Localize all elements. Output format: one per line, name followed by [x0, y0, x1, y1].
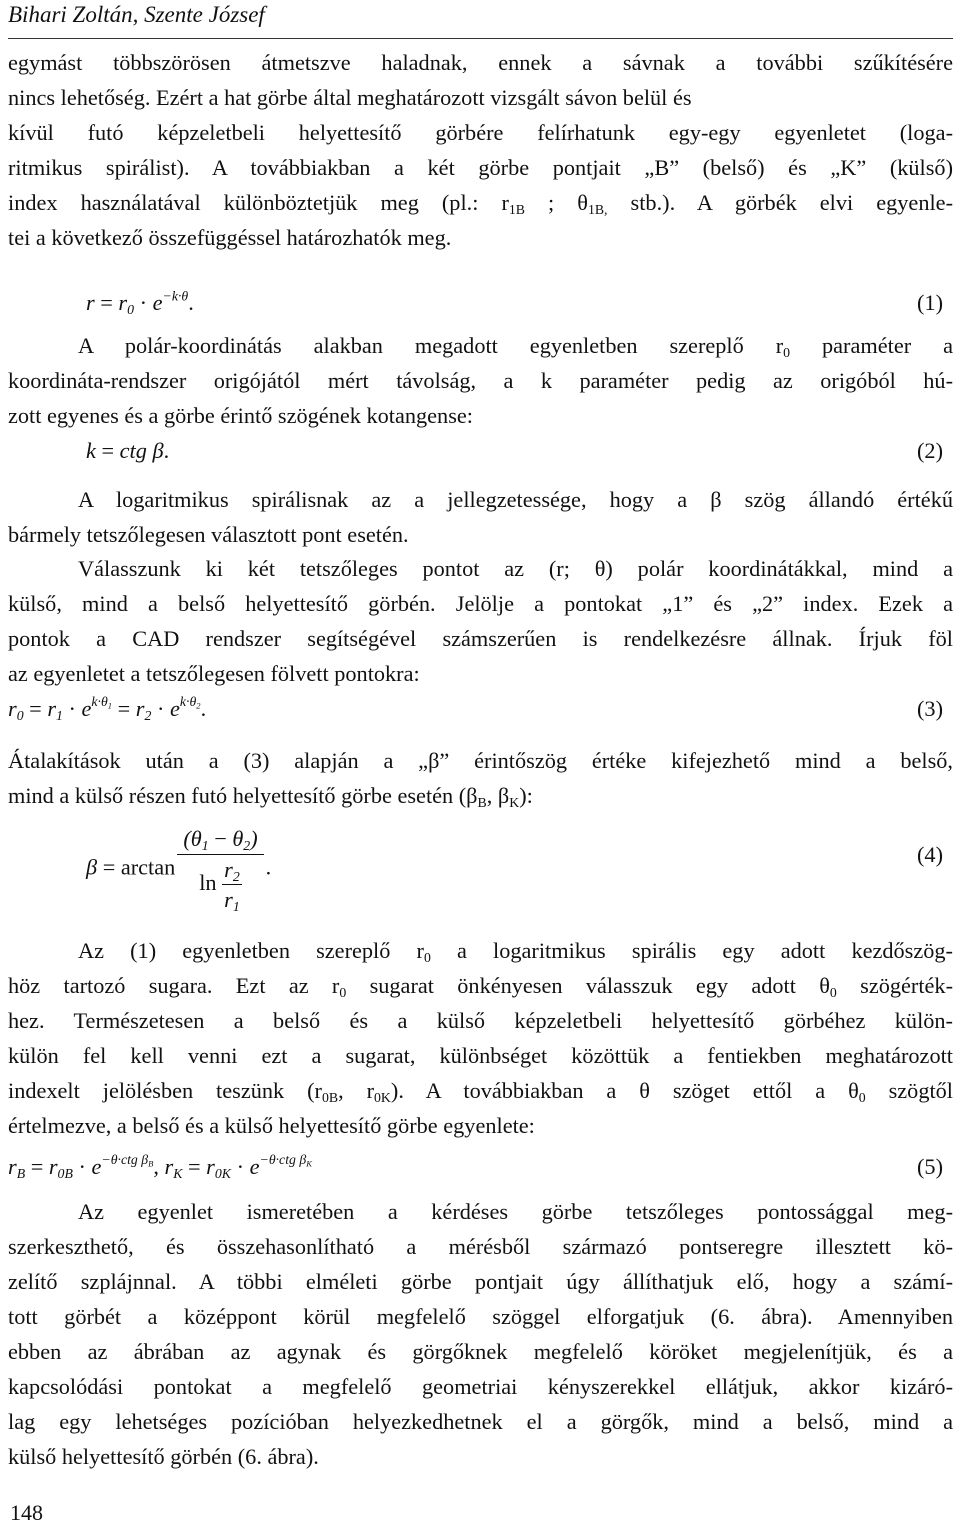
equation-2-formula: k = ctg β. — [86, 438, 170, 463]
equation-1 — [8, 286, 953, 326]
equation-4-number: (4) — [917, 842, 943, 867]
equation-4-formula: β = arctan $(\theta_1 - \theta_2)$ ln $\frac{r_2}{r_1}$ . — [86, 826, 272, 915]
paragraph-3: A logaritmikus spirálisnak az a jellegzetessége, hogy a β szög állandó értékű bármely tetszőlegesen választott pont esetén. — [8, 487, 953, 547]
equation-5-number: (5) — [917, 1154, 943, 1179]
paragraph-1: egymást többszörösen átmetszve haladnak, ennek a sávnak a további szűkítésére nincs lehetőség. Ezért a hat görbe által meghatározott vizsgált sávon belül és kívül futó képzeletbeli helyettesítő görbére felírhatunk egy-egy egyenletet (loga- ritmikus spirálist). A továbbiakban a két görbe pontjait „B” (belső) és „K” (külső) index használatával különböztetjük meg (pl.: $r_{1B}$ ; $\theta_{1B,}$ stb.). A görbék elvi egyenle- tei a következő összefüggéssel határozhatók meg. — [8, 50, 953, 250]
paragraph-7: Az egyenlet ismeretében a kérdéses görbe tetszőleges pontossággal meg- szerkeszthető, és összehasonlítható a mérésből származó pontseregre illesztett kö- zelítő szplájnnal. A többi elméleti görbe pontjait úgy állíthatjuk elő, hogy a számí- tott görbét a középpont körül megfelelő szöggel elforgatjuk (6. ábra). Amennyiben ebben az ábrában az agynak és görgőknek megfelelő köröket megjelenítjük, és a kapcsolódási pontokat a megfelelő geometriai kényszerekkel ellátjuk, akkor kizáró- lag egy lehetséges pozícióban helyezkedhetnek el a görgők, mind a belső, mind a külső helyettesítő görbén (6. ábra). — [8, 1199, 953, 1469]
equation-5 — [8, 1146, 953, 1194]
paragraph-2: A polár-koordinátás alakban megadott egyenletben szereplő $r_0$ paraméter a koordináta-rendszer origójától mért távolság, a k paraméter pedig az origóból hú- zott egyenes és a görbe érintő szögének kotangense: — [8, 333, 953, 428]
running-head-text: Bihari Zoltán, Szente József — [8, 2, 265, 27]
equation-3 — [8, 690, 953, 734]
paragraph-5: Átalakítások után a (3) alapján a „β” érintőszög értéke kifejezhető mind a belső, mind a külső részen futó helyettesítő görbe esetén ($\beta_B$, $\beta_K$): — [8, 748, 953, 811]
equation-2-number: (2) — [917, 438, 943, 463]
equation-5-formula: $r_B = r_{0B} \cdot e^{-\theta\cdot ctg \beta_B}$, $r_K = r_{0K} \cdot e^{-\theta\cdot ctg \beta_K}$ — [8, 1152, 312, 1182]
paragraph-6: Az (1) egyenletben szereplő $r_0$ a logaritmikus spirális egy adott kezdőszög- höz tartozó sugara. Ezt az $r_0$ sugarat önkényesen válasszuk egy adott $\theta_0$ szögérték- hez. Természetesen a belső és a külső képzeletbeli helyettesítő görbéhez külön- külön fel kell venni ezt a sugarat, különbséget közöttük a fentiekben meghatározott indexelt jelölésben teszünk ($r_{0B}$, $r_{0K}$). A továbbiakban a θ szöget ettől a $\theta_0$ szögtől értelmezve, a belső és a külső helyettesítő görbe egyenlete: — [8, 938, 954, 1138]
equation-1-formula: $r = r_0 \cdot e^{-k\cdot\theta}$. — [86, 288, 194, 318]
equation-2 — [8, 436, 953, 476]
equation-3-formula: $r_0 = r_1 \cdot e^{k\cdot\theta_1} = r_2 \cdot e^{k\cdot\theta_2}$. — [8, 694, 207, 724]
equation-3-number: (3) — [917, 696, 943, 721]
running-head — [8, 0, 953, 39]
equation-1-number: (1) — [917, 290, 943, 315]
page-number: 148 — [10, 1500, 43, 1525]
paragraph-4: Válasszunk ki két tetszőleges pontot az (r; θ) polár koordinátákkal, mind a külső, mind a belső helyettesítő görbén. Jelölje a pontokat „1” és „2” index. Ezek a pontok a CAD rendszer segítségével számszerűen is rendelkezésre állnak. Írjuk föl az egyenletet a tetszőlegesen fölvett pontokra: — [8, 556, 953, 686]
equation-4 — [8, 818, 953, 928]
